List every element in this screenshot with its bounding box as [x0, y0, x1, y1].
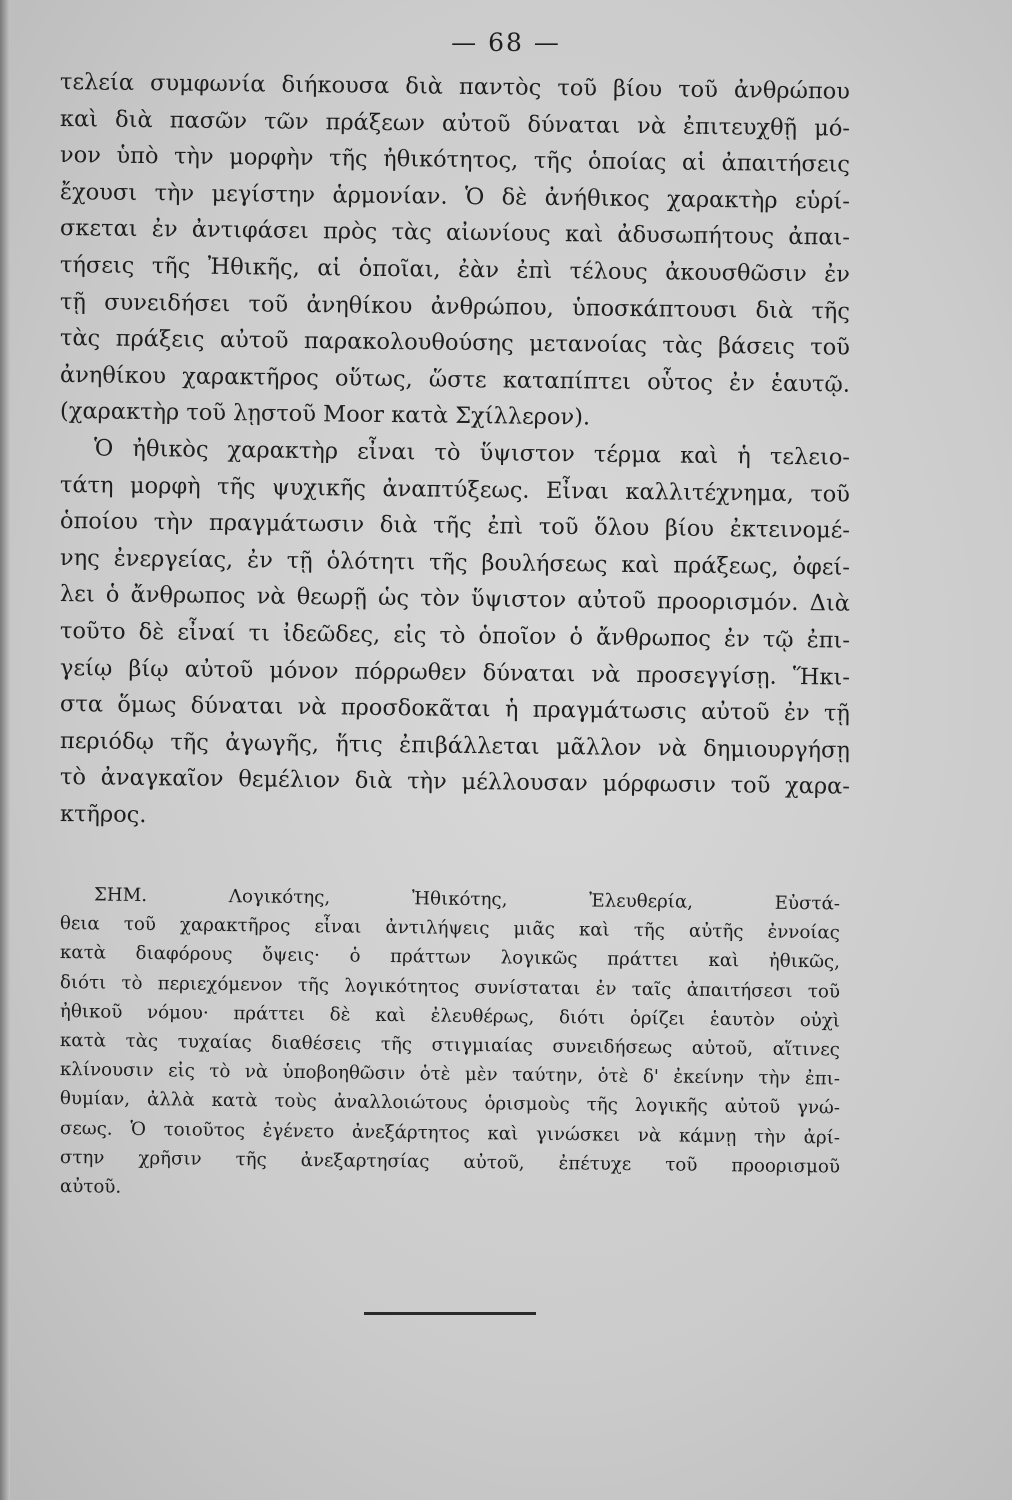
text-line: ἔχουσι τὴν μεγίστην ἁρμονίαν. Ὁ δὲ ἀνήθικος χαρακτὴρ εὑρί-: [59, 178, 851, 215]
text-line: στα ὅμως δύναται νὰ προσδοκᾶται ἡ πραγμάτωσις αὐτοῦ ἐν τῇ: [59, 691, 851, 727]
text-line: τὰς πράξεις αὐτοῦ παρακολουθούσης μετανοίας τὰς βάσεις τοῦ: [59, 325, 851, 361]
text-line: περιόδῳ τῆς ἀγωγῆς, ἥτις ἐπιβάλλεται μᾶλλον νὰ δημιουργήσῃ: [59, 727, 851, 764]
footnote-line: κατὰ διαφόρους ὄψεις· ὁ πράττων λογικῶς πράττει καὶ ἠθικῶς,: [59, 942, 841, 973]
text-line: τάτη μορφὴ τῆς ψυχικῆς ἀναπτύξεως. Εἶναι καλλιτέχνημα, τοῦ: [59, 471, 851, 508]
text-line: νον ὑπὸ τὴν μορφὴν τῆς ἠθικότητος, τῆς ὁποίας αἱ ἀπαιτήσεις: [59, 142, 851, 178]
text-line: καὶ διὰ πασῶν τῶν πράξεων αὐτοῦ δύναται νὰ ἐπιτευχθῇ μό-: [59, 105, 851, 142]
footnote-line: κλίνουσιν εἰς τὸ νὰ ὑποβοηθῶσιν ὁτὲ μὲν ταύτην, ὁτὲ δ' ἐκείνην τὴν ἐπι-: [59, 1059, 841, 1090]
footnote-line: στην χρῆσιν τῆς ἀνεξαρτησίας αὐτοῦ, ἐπέτυχε τοῦ προορισμοῦ: [59, 1146, 841, 1178]
text-line: λει ὁ ἄνθρωπος νὰ θεωρῇ ὡς τὸν ὕψιστον αὐτοῦ προορισμόν. Διὰ: [59, 581, 851, 617]
closing-rule: [364, 1312, 536, 1315]
footnote-line: κατὰ τὰς τυχαίας διαθέσεις τῆς στιγμιαίας συνειδήσεως αὐτοῦ, αἵτινες: [59, 1029, 841, 1061]
footnote-line: θυμίαν, ἀλλὰ κατὰ τοὺς ἀναλλοιώτους ὁρισμοὺς τῆς λογικῆς αὐτοῦ γνώ-: [59, 1088, 841, 1119]
text-line: τῇ συνειδήσει τοῦ ἀνηθίκου ἀνθρώπου, ὑποσκάπτουσι διὰ τῆς: [59, 288, 851, 325]
footnote-line: θεια τοῦ χαρακτῆρος εἶναι ἀντιλήψεις μιᾶς καὶ τῆς αὐτῆς ἐννοίας: [59, 913, 841, 944]
footnote-line: ΣΗΜ. Λογικότης, Ἠθικότης, Ἐλευθερία, Εὐστά-: [93, 884, 841, 915]
text-line: τὸ ἀναγκαῖον θεμέλιον διὰ τὴν μέλλουσαν μόρφωσιν τοῦ χαρα-: [59, 764, 851, 800]
footnote-line: διότι τὸ περιεχόμενον τῆς λογικότητος συνίσταται ἐν ταῖς ἀπαιτήσεσι τοῦ: [59, 971, 841, 1003]
text-line: γείῳ βίῳ αὐτοῦ μόνον πόρρωθεν δύναται νὰ προσεγγίσῃ. Ἥκι-: [59, 654, 851, 691]
text-line: Ὁ ἠθικὸς χαρακτὴρ εἶναι τὸ ὕψιστον τέρμα καὶ ἡ τελειο-: [93, 435, 851, 471]
text-line: τοῦτο δὲ εἶναί τι ἰδεῶδες, εἰς τὸ ὁποῖον ὁ ἄνθρωπος ἐν τῷ ἐπι-: [59, 617, 851, 654]
text-line: τήσεις τῆς Ἠθικῆς, αἱ ὁποῖαι, ἐὰν ἐπὶ τέλους ἀκουσθῶσιν ἐν: [59, 251, 851, 288]
footnote: [60, 880, 840, 1201]
text-line: τελεία συμφωνία διήκουσα διὰ παντὸς τοῦ βίου τοῦ ἀνθρώπου: [59, 69, 851, 105]
text-line: νης ἐνεργείας, ἐν τῇ ὁλότητι τῆς βουλήσεως καὶ πράξεως, ὀφεί-: [59, 544, 851, 581]
text-line: (χαρακτὴρ τοῦ λῃστοῦ Moor κατὰ Σχίλλερον).: [59, 398, 591, 431]
text-line: ἀνηθίκου χαρακτῆρος οὕτως, ὥστε καταπίπτει οὗτος ἐν ἑαυτῷ.: [59, 361, 851, 398]
footnote-line: αὐτοῦ.: [59, 1175, 122, 1198]
footnote-line: σεως. Ὁ τοιοῦτος ἐγένετο ἀνεξάρτητος καὶ γινώσκει νὰ κάμνῃ τὴν ἀρί-: [59, 1117, 841, 1149]
text-line: σκεται ἐν ἀντιφάσει πρὸς τὰς αἰωνίους καὶ ἀδυσωπήτους ἀπαι-: [59, 215, 851, 252]
page-number: — 68 —: [451, 28, 561, 57]
text-line: κτῆρος.: [59, 800, 147, 828]
page-edge-shadow: [0, 0, 10, 1500]
footnote-line: ἠθικοῦ νόμου· πράττει δὲ καὶ ἐλευθέρως, διότι ὁρίζει ἑαυτὸν οὐχὶ: [59, 1000, 841, 1032]
main-text: [60, 64, 850, 832]
text-line: ὁποίου τὴν πραγμάτωσιν διὰ τῆς ἐπὶ τοῦ ὅλου βίου ἐκτεινομέ-: [59, 508, 851, 544]
